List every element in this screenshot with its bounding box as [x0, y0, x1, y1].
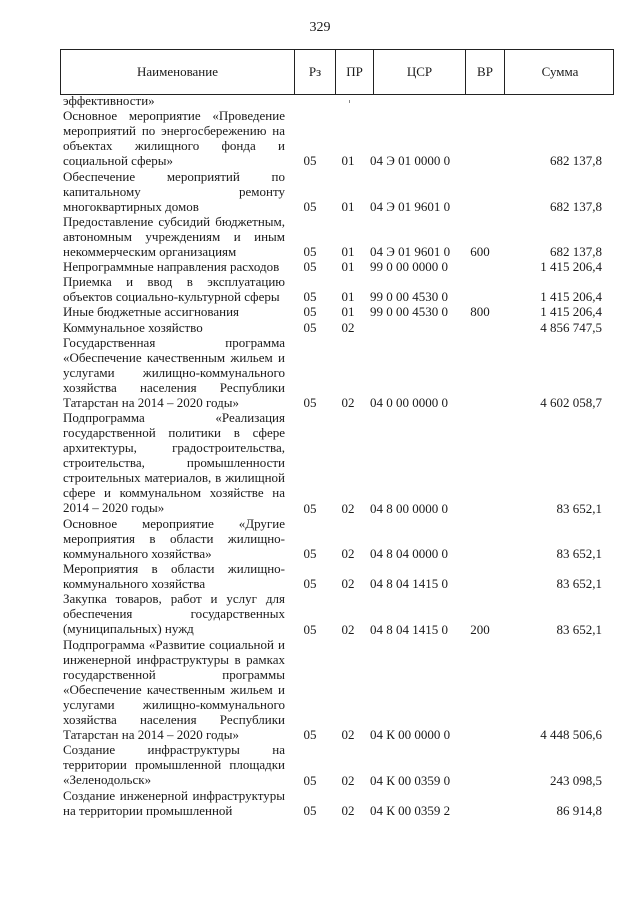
- row-csr: 04 8 04 1415 0: [370, 621, 448, 637]
- row-pr: 02: [341, 546, 355, 562]
- row-csr: 04 Э 01 9601 0: [370, 244, 451, 260]
- row-rz: 05: [303, 802, 317, 818]
- row-csr: 04 8 00 0000 0: [370, 500, 448, 516]
- row-name-line: Коммунальное хозяйство: [63, 319, 203, 335]
- row-name-line: Подпрограмма «Развитие социальной и: [63, 636, 285, 652]
- header-rz: Рз: [295, 50, 336, 94]
- header-csr: ЦСР: [374, 50, 466, 94]
- row-name-line: объектах жилищного фонда и: [63, 138, 285, 154]
- row-name-line: Обеспечение мероприятий по: [63, 168, 285, 184]
- row-name-line: государственной политики в сфере: [63, 425, 285, 441]
- row-sum: 1 415 206,4: [540, 304, 602, 320]
- row-sum: 682 137,8: [550, 244, 602, 260]
- table-row: [0, 742, 640, 787]
- row-rz: 05: [303, 244, 317, 260]
- table-row: [0, 274, 640, 304]
- row-name-line: капитальному ремонту: [63, 183, 285, 199]
- row-vr: 200: [470, 621, 490, 637]
- row-csr: 04 Э 01 9601 0: [370, 198, 451, 214]
- row-name-line: автономным учреждениям и иным: [63, 228, 285, 244]
- table-row: [0, 93, 640, 108]
- row-csr: 04 8 04 0000 0: [370, 546, 448, 562]
- row-pr: 01: [341, 244, 355, 260]
- row-csr: 99 0 00 0000 0: [370, 259, 448, 275]
- row-name: [63, 320, 285, 335]
- row-name: [63, 169, 285, 214]
- row-name-line: территории промышленной площадки: [63, 757, 285, 773]
- table-row: [0, 561, 640, 591]
- row-csr: 99 0 00 4530 0: [370, 304, 448, 320]
- row-sum: 4 602 058,7: [540, 395, 602, 411]
- row-pr: 02: [341, 500, 355, 516]
- row-pr: 02: [341, 621, 355, 637]
- header-vr: ВР: [466, 50, 505, 94]
- row-name-line: Татарстан на 2014 – 2020 годы»: [63, 726, 239, 742]
- row-sum: 4 856 747,5: [540, 319, 602, 335]
- row-name-line: некоммерческим организациям: [63, 243, 237, 259]
- row-name-line: Основное мероприятие «Проведение: [63, 108, 285, 124]
- row-name-line: Подпрограмма «Реализация: [63, 410, 285, 426]
- row-name-line: 2014 – 2020 годы»: [63, 500, 165, 516]
- row-csr: 04 К 00 0359 2: [370, 802, 451, 818]
- row-name-line: услугами жилищно-коммунального: [63, 696, 285, 712]
- row-pr: 01: [341, 289, 355, 305]
- row-sum: 1 415 206,4: [540, 259, 602, 275]
- row-csr: 04 Э 01 0000 0: [370, 153, 451, 169]
- row-rz: 05: [303, 772, 317, 788]
- row-csr: 04 0 00 0000 0: [370, 395, 448, 411]
- row-name: [63, 637, 285, 742]
- row-name: [63, 93, 285, 108]
- row-pr: 01: [341, 304, 355, 320]
- row-sum: 682 137,8: [550, 198, 602, 214]
- row-name-line: «Обеспечение качественным жильем и: [63, 349, 285, 365]
- row-name-line: строительных материалов, в жилищной: [63, 470, 285, 486]
- table-row: [0, 108, 640, 168]
- header-sum: Сумма: [541, 64, 579, 79]
- row-name: [63, 108, 285, 168]
- row-csr: 99 0 00 4530 0: [370, 289, 448, 305]
- row-sum: 4 448 506,6: [540, 727, 602, 743]
- row-name: [63, 591, 285, 636]
- row-pr: 02: [341, 772, 355, 788]
- header-pr: ПР: [336, 50, 374, 94]
- row-pr: 02: [341, 727, 355, 743]
- row-name-line: Мероприятия в области жилищно-: [63, 561, 285, 577]
- table-row: [0, 591, 640, 636]
- table-header: [60, 49, 614, 95]
- row-name-line: инженерной инфраструктуры в рамках: [63, 651, 285, 667]
- row-pr: 02: [341, 395, 355, 411]
- table-row: [0, 335, 640, 411]
- row-name-line: «Обеспечение качественным жильем и: [63, 681, 285, 697]
- header-name: Наименование: [61, 50, 295, 94]
- row-name-line: коммунального хозяйства: [63, 576, 206, 592]
- page-number: 329: [309, 20, 331, 35]
- row-vr: 600: [470, 244, 490, 260]
- table-row: [0, 788, 640, 818]
- row-sum: 243 098,5: [550, 772, 602, 788]
- row-name-line: мероприятия в области жилищно-: [63, 530, 285, 546]
- row-pr: 02: [341, 319, 355, 335]
- row-name-line: обеспечения государственных: [63, 606, 285, 622]
- row-name-line: социальной сферы»: [63, 153, 174, 169]
- row-name-line: услугами жилищно-коммунального: [63, 364, 285, 380]
- row-csr: 04 К 00 0000 0: [370, 727, 451, 743]
- row-rz: 05: [303, 304, 317, 320]
- row-pr: 01: [341, 153, 355, 169]
- row-name: [63, 259, 285, 274]
- row-name-line: Основное мероприятие «Другие: [63, 515, 285, 531]
- row-name: [63, 742, 285, 787]
- row-name-line: Непрограммные направления расходов: [63, 259, 280, 275]
- row-name-line: многоквартирных домов: [63, 198, 199, 214]
- row-name: [63, 214, 285, 259]
- row-name-line: Создание инженерной инфраструктуры: [63, 787, 285, 803]
- row-pr: 02: [341, 576, 355, 592]
- row-rz: 05: [303, 289, 317, 305]
- row-name-line: на территории промышленной: [63, 802, 233, 818]
- row-rz: 05: [303, 727, 317, 743]
- row-sum: 83 652,1: [556, 500, 602, 516]
- row-name: [63, 788, 285, 818]
- table-row: [0, 320, 640, 335]
- row-rz: 05: [303, 546, 317, 562]
- row-sum: 86 914,8: [556, 802, 602, 818]
- row-name-line: Государственная программа: [63, 334, 285, 350]
- row-name: [63, 274, 285, 304]
- row-pr: 02: [341, 802, 355, 818]
- row-name: [63, 561, 285, 591]
- row-name-line: архитектуры, градостроительства,: [63, 440, 285, 456]
- row-rz: 05: [303, 395, 317, 411]
- row-sum: 1 415 206,4: [540, 289, 602, 305]
- row-name-line: объектов социально-культурной сферы: [63, 289, 280, 305]
- row-name: [63, 410, 285, 515]
- row-name: [63, 335, 285, 410]
- row-name-line: Закупка товаров, работ и услуг для: [63, 591, 285, 607]
- table-body: [0, 93, 640, 905]
- row-name-line: хозяйства населения Республики: [63, 711, 285, 727]
- row-name-line: Иные бюджетные ассигнования: [63, 304, 240, 320]
- row-name-line: (муниципальных) нужд: [63, 621, 194, 637]
- row-name-line: сфере и коммунальном хозяйстве на: [63, 485, 285, 501]
- table-row: [0, 259, 640, 274]
- row-sum: 83 652,1: [556, 576, 602, 592]
- row-pr: 01: [341, 198, 355, 214]
- row-sum: 682 137,8: [550, 153, 602, 169]
- row-name-line: коммунального хозяйства»: [63, 545, 212, 561]
- row-rz: 05: [303, 319, 317, 335]
- row-vr: 800: [470, 304, 490, 320]
- table-row: [0, 516, 640, 561]
- row-sum: 83 652,1: [556, 621, 602, 637]
- row-name-line: Татарстан на 2014 – 2020 годы»: [63, 394, 239, 410]
- row-name: [63, 516, 285, 561]
- table-row: [0, 410, 640, 516]
- row-rz: 05: [303, 576, 317, 592]
- row-name: [63, 304, 285, 319]
- row-rz: 05: [303, 198, 317, 214]
- row-name-line: государственной программы: [63, 666, 285, 682]
- row-name-line: «Зеленодольск»: [63, 772, 152, 788]
- row-csr: 04 К 00 0359 0: [370, 772, 451, 788]
- row-name-line: строительства, промышленности: [63, 455, 285, 471]
- table-row: [0, 304, 640, 319]
- row-csr: 04 8 04 1415 0: [370, 576, 448, 592]
- row-name-line: мероприятий по энергосбережению на: [63, 123, 285, 139]
- row-rz: 05: [303, 153, 317, 169]
- table-row: [0, 214, 640, 259]
- row-name-line: Приемка и ввод в эксплуатацию: [63, 274, 285, 290]
- row-name-line: Создание инфраструктуры на: [63, 742, 285, 758]
- row-name-line: хозяйства населения Республики: [63, 379, 285, 395]
- table-row: [0, 169, 640, 214]
- row-name-line: Предоставление субсидий бюджетным,: [63, 213, 285, 229]
- row-name-line: эффективности»: [63, 93, 155, 108]
- row-rz: 05: [303, 259, 317, 275]
- row-pr: 01: [341, 259, 355, 275]
- table-row: [0, 637, 640, 743]
- row-sum: 83 652,1: [556, 546, 602, 562]
- row-rz: 05: [303, 500, 317, 516]
- row-rz: 05: [303, 621, 317, 637]
